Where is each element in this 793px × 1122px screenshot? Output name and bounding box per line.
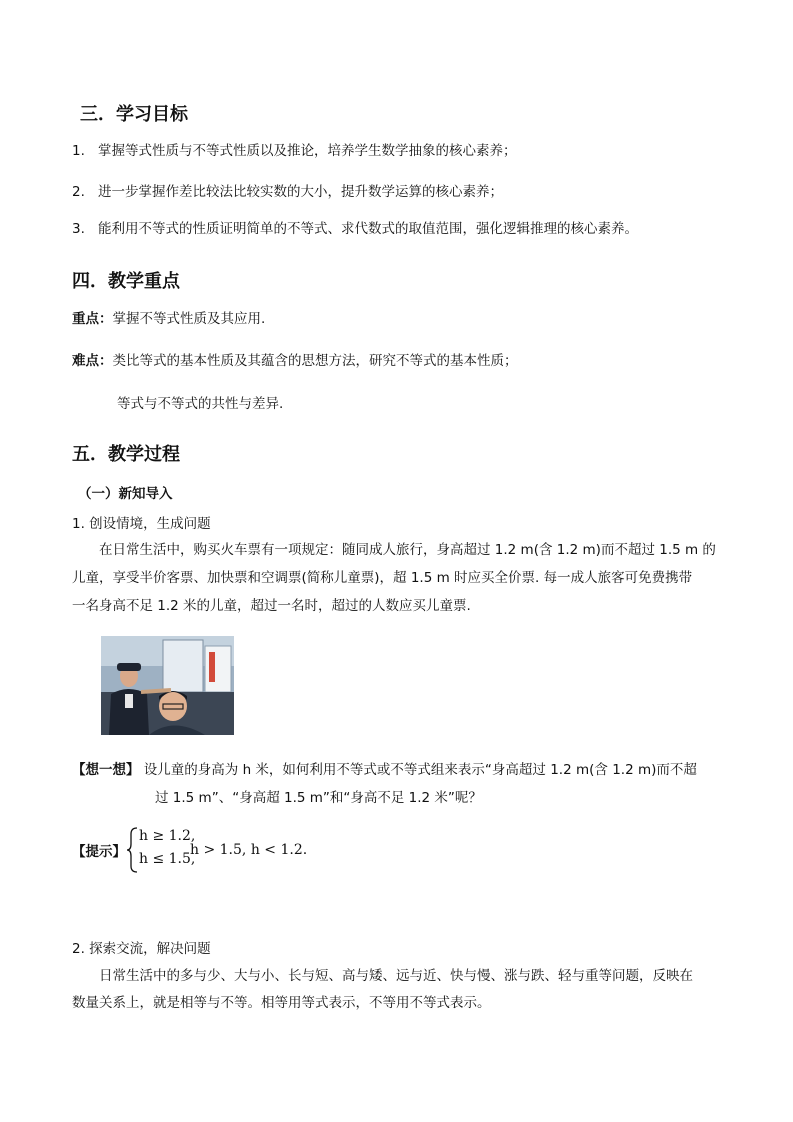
- section-5-heading: 五．教学过程: [72, 444, 180, 465]
- photo-illustration: [101, 636, 234, 735]
- think-label: 【想一想】: [72, 762, 140, 778]
- objective-text: 掌握等式性质与不等式性质以及推论，培养学生数学抽象的核心素养；: [98, 143, 517, 159]
- section-4-heading: 四．教学重点: [72, 271, 180, 292]
- paragraph-2-line-1: 日常生活中的多与少、大与小、长与短、高与矮、远与近、快与慢、涨与跌、轻与重等问题，反映在: [99, 968, 693, 984]
- hint-rest: h > 1.5, h < 1.2.: [190, 842, 308, 858]
- paragraph-1-line-1: 在日常生活中，购买火车票有一项规定：随同成人旅行，身高超过 1.2 m(含 1.2 m)而不超过 1.5 m 的: [99, 542, 716, 558]
- paragraph-1-line-2: 儿童，享受半价客票、加快票和空调票(简称儿童票)，超 1.5 m 时应买全价票. 每一成人旅客可免费携带: [72, 570, 693, 586]
- objective-text: 能利用不等式的性质证明简单的不等式、求代数式的取值范围，强化逻辑推理的核心素养。: [98, 221, 638, 237]
- objective-number: 2.: [72, 184, 85, 200]
- train-station-photo: [101, 636, 234, 735]
- think-text: 设儿童的身高为 h 米，如何利用不等式或不等式组来表示“身高超过 1.2 m(含 1.2 m)而不超: [143, 762, 697, 778]
- difficulty-text-continued: 等式与不等式的共性与差异.: [117, 396, 284, 412]
- objective-item-1: [72, 141, 517, 161]
- key-point-text: 掌握不等式性质及其应用.: [112, 311, 266, 327]
- difficulty-text: 类比等式的基本性质及其蕴含的思想方法，研究不等式的基本性质；: [112, 353, 518, 369]
- objective-text: 进一步掌握作差比较法比较实数的大小，提升数学运算的核心素养；: [98, 184, 503, 200]
- think-line-2: 过 1.5 m”、“身高超 1.5 m”和“身高不足 1.2 米”呢？: [155, 790, 482, 806]
- objective-item-2: [72, 182, 503, 202]
- objective-number: 3.: [72, 221, 85, 237]
- key-point-label: 重点：: [72, 311, 113, 327]
- difficulty-label: 难点：: [72, 353, 113, 369]
- objective-item-3: [72, 219, 638, 239]
- difficulty-point: [72, 351, 518, 371]
- hint-label: 【提示】: [72, 844, 126, 860]
- section-3-heading: 三．学习目标: [80, 104, 188, 125]
- objective-number: 1.: [72, 143, 85, 159]
- hint-system-line-1: h ≥ 1.2,: [139, 828, 196, 844]
- paragraph-2-line-2: 数量关系上，就是相等与不等。相等用等式表示，不等用不等式表示。: [72, 995, 491, 1011]
- key-point: [72, 309, 265, 329]
- subsection-heading: （一）新知导入: [78, 486, 173, 502]
- hint-system-line-2: h ≤ 1.5,: [139, 851, 196, 867]
- think-line-1: [72, 760, 697, 780]
- step-2-title: 2. 探索交流，解决问题: [72, 941, 211, 957]
- left-brace-icon: [125, 826, 139, 874]
- paragraph-1-line-3: 一名身高不足 1.2 米的儿童，超过一名时，超过的人数应买儿童票.: [72, 598, 471, 614]
- step-1-title: 1. 创设情境，生成问题: [72, 516, 211, 532]
